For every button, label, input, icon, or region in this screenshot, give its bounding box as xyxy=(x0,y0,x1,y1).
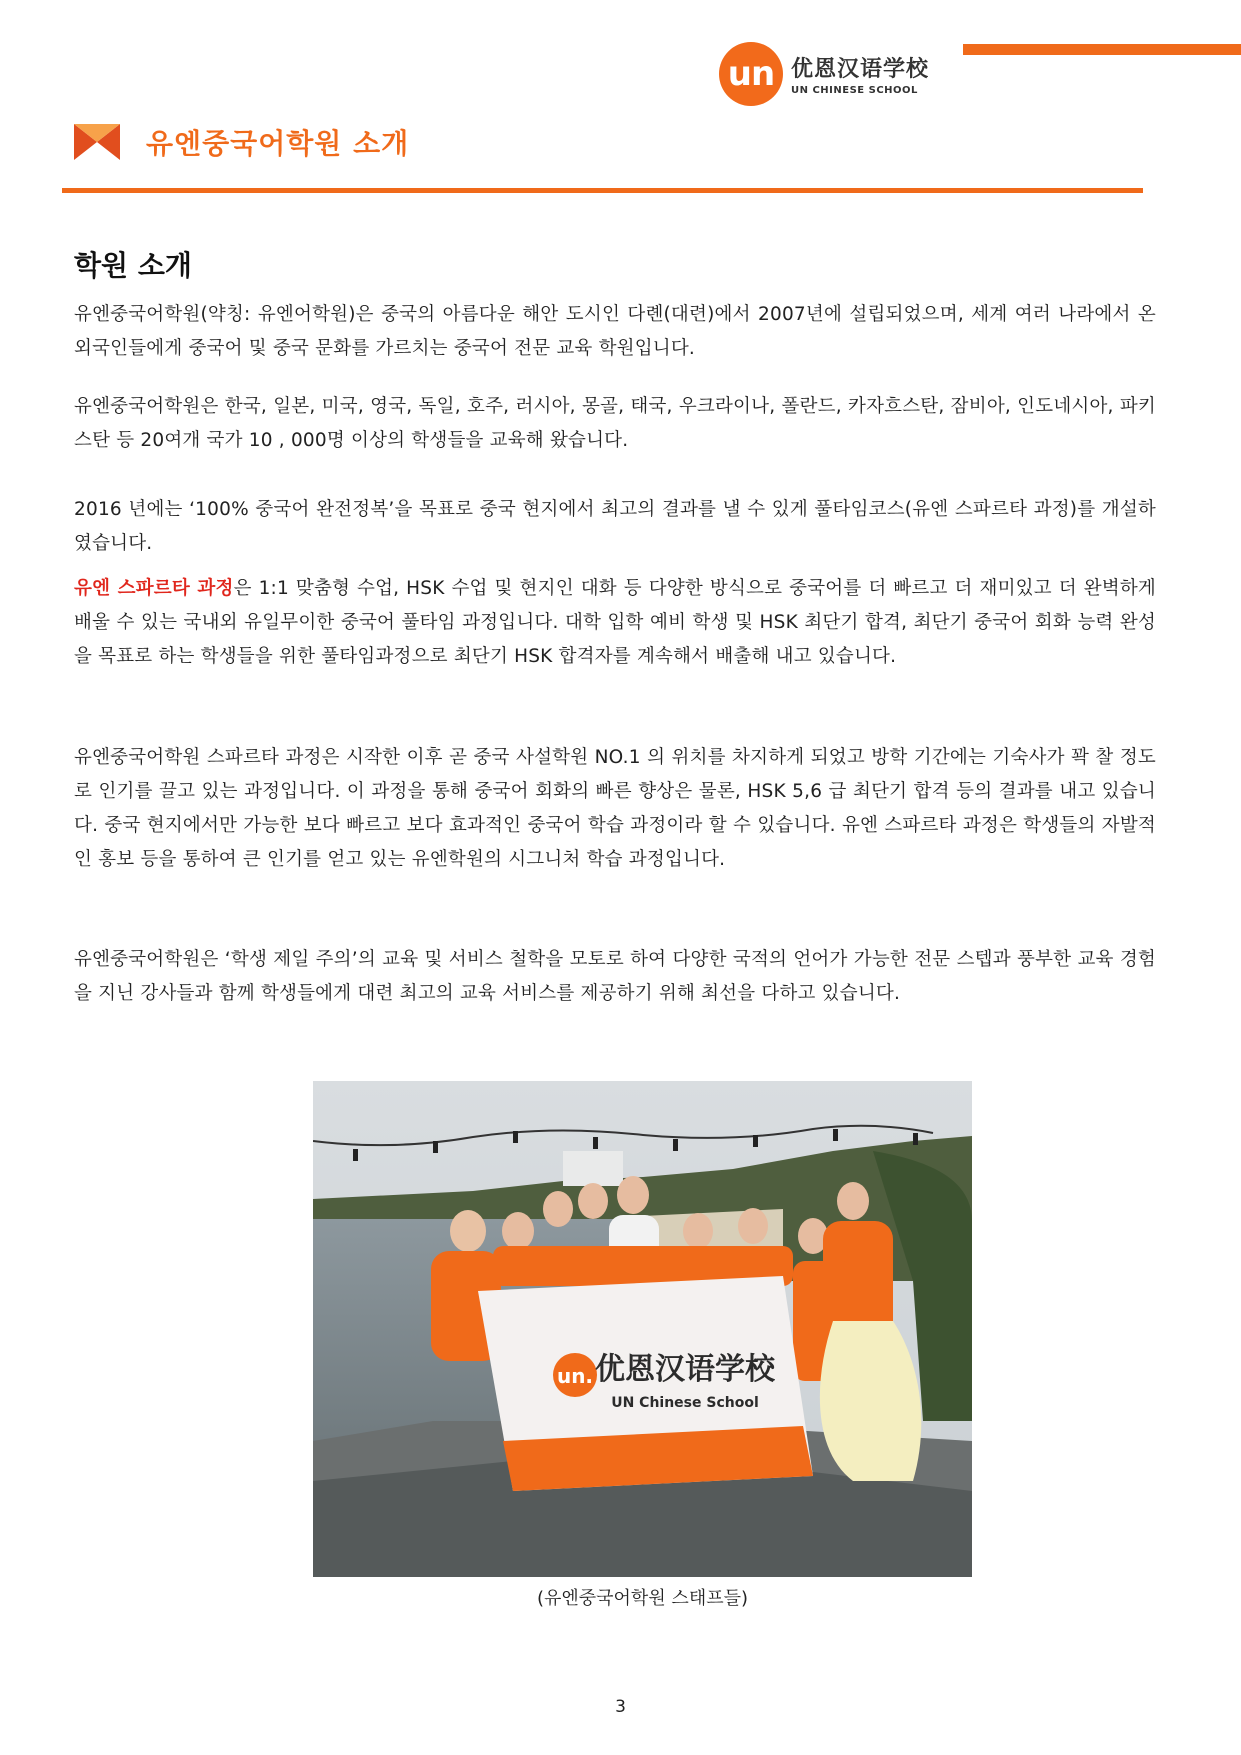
paragraph-sparta xyxy=(74,572,1156,674)
banner-name-en: UN Chinese School xyxy=(611,1395,759,1411)
page-heading: 학원 소개 xyxy=(74,249,192,282)
school-logo xyxy=(719,42,929,106)
logo-mark: un xyxy=(719,42,783,106)
banner-mark: un. xyxy=(556,1364,594,1388)
banner-name-cn: 优恩汉语学校 xyxy=(595,1352,775,1387)
photo-caption: (유엔중국어학원 스태프들) xyxy=(536,1588,749,1609)
sparta-description: 은 1:1 맞춤형 수업, HSK 수업 및 현지인 대화 등 다양한 방식으로 중국어를 더 빠르고 더 재미있고 더 완벽하게 배울 수 있는 국내외 유일무이한 중국어 풀타임 과정입니다. 대학 입학 예비 학생 및 HSK 최단기 합격, 최단기 중국어 회화 능력 완성을 목표로 하는 학생들을 위한 풀타임과정으로 최단기 HSK 합격자를 계속해서 배출해 내고 있습니다. xyxy=(74,578,1156,667)
staff-group-photo xyxy=(313,1081,972,1577)
logo-name-cn: 优恩汉语学校 xyxy=(791,57,930,82)
logo-text xyxy=(791,52,929,96)
section-header xyxy=(72,122,409,162)
paragraph-sparta-popularity: 유엔중국어학원 스파르타 과정은 시작한 이후 곧 중국 사설학원 NO.1 의 위치를 차지하게 되었고 방학 기간에는 기숙사가 꽉 찰 정도로 인기를 끌고 있는 과정입니다. 이 과정을 통해 중국어 회화의 빠른 향상은 물론, HSK 5,6 급 최단기 합격 등의 결과를 내고 있습니다. 중국 현지에서만 가능한 보다 빠르고 보다 효과적인 중국어 학습 과정이라 할 수 있습니다. 유엔 스파르타 과정은 학생들의 자발적인 홍보 등을 통하여 큰 인기를 얻고 있는 유엔학원의 시그니처 학습 과정입니다. xyxy=(74,747,1156,870)
paragraph-philosophy: 유엔중국어학원은 ‘학생 제일 주의’의 교육 및 서비스 철학을 모토로 하여 다양한 국적의 언어가 가능한 전문 스텝과 풍부한 교육 경험을 지닌 강사들과 함께 학생들에게 대련 최고의 교육 서비스를 제공하기 위해 최선을 다하고 있습니다. xyxy=(74,949,1156,1004)
bowtie-icon xyxy=(72,122,122,162)
header-divider xyxy=(62,188,1143,193)
sparta-highlight: 유엔 스파르타 과정 xyxy=(74,578,234,599)
paragraph-intro: 유엔중국어학원(약칭: 유엔어학원)은 중국의 아름다운 해안 도시인 다롄(대련)에서 2007년에 설립되었으며, 세계 여러 나라에서 온 외국인들에게 중국어 및 중국 문화를 가르치는 중국어 전문 교육 학원입니다. xyxy=(74,304,1156,359)
paragraph-countries: 유엔중국어학원은 한국, 일본, 미국, 영국, 독일, 호주, 러시아, 몽골, 태국, 우크라이나, 폴란드, 카자흐스탄, 잠비아, 인도네시아, 파키스탄 등 20여개 국가 10 , 000명 이상의 학생들을 교육해 왔습니다. xyxy=(74,396,1156,451)
page-number: 3 xyxy=(615,1697,626,1717)
paragraph-2016: 2016 년에는 ‘100% 중국어 완전정복’을 목표로 중국 현지에서 최고의 결과를 낼 수 있게 풀타임코스(유엔 스파르타 과정)를 개설하였습니다. xyxy=(74,499,1156,554)
header-accent-bar xyxy=(963,44,1241,55)
section-title: 유엔중국어학원 소개 xyxy=(146,127,410,160)
logo-name-en: UN CHINESE SCHOOL xyxy=(791,85,918,96)
